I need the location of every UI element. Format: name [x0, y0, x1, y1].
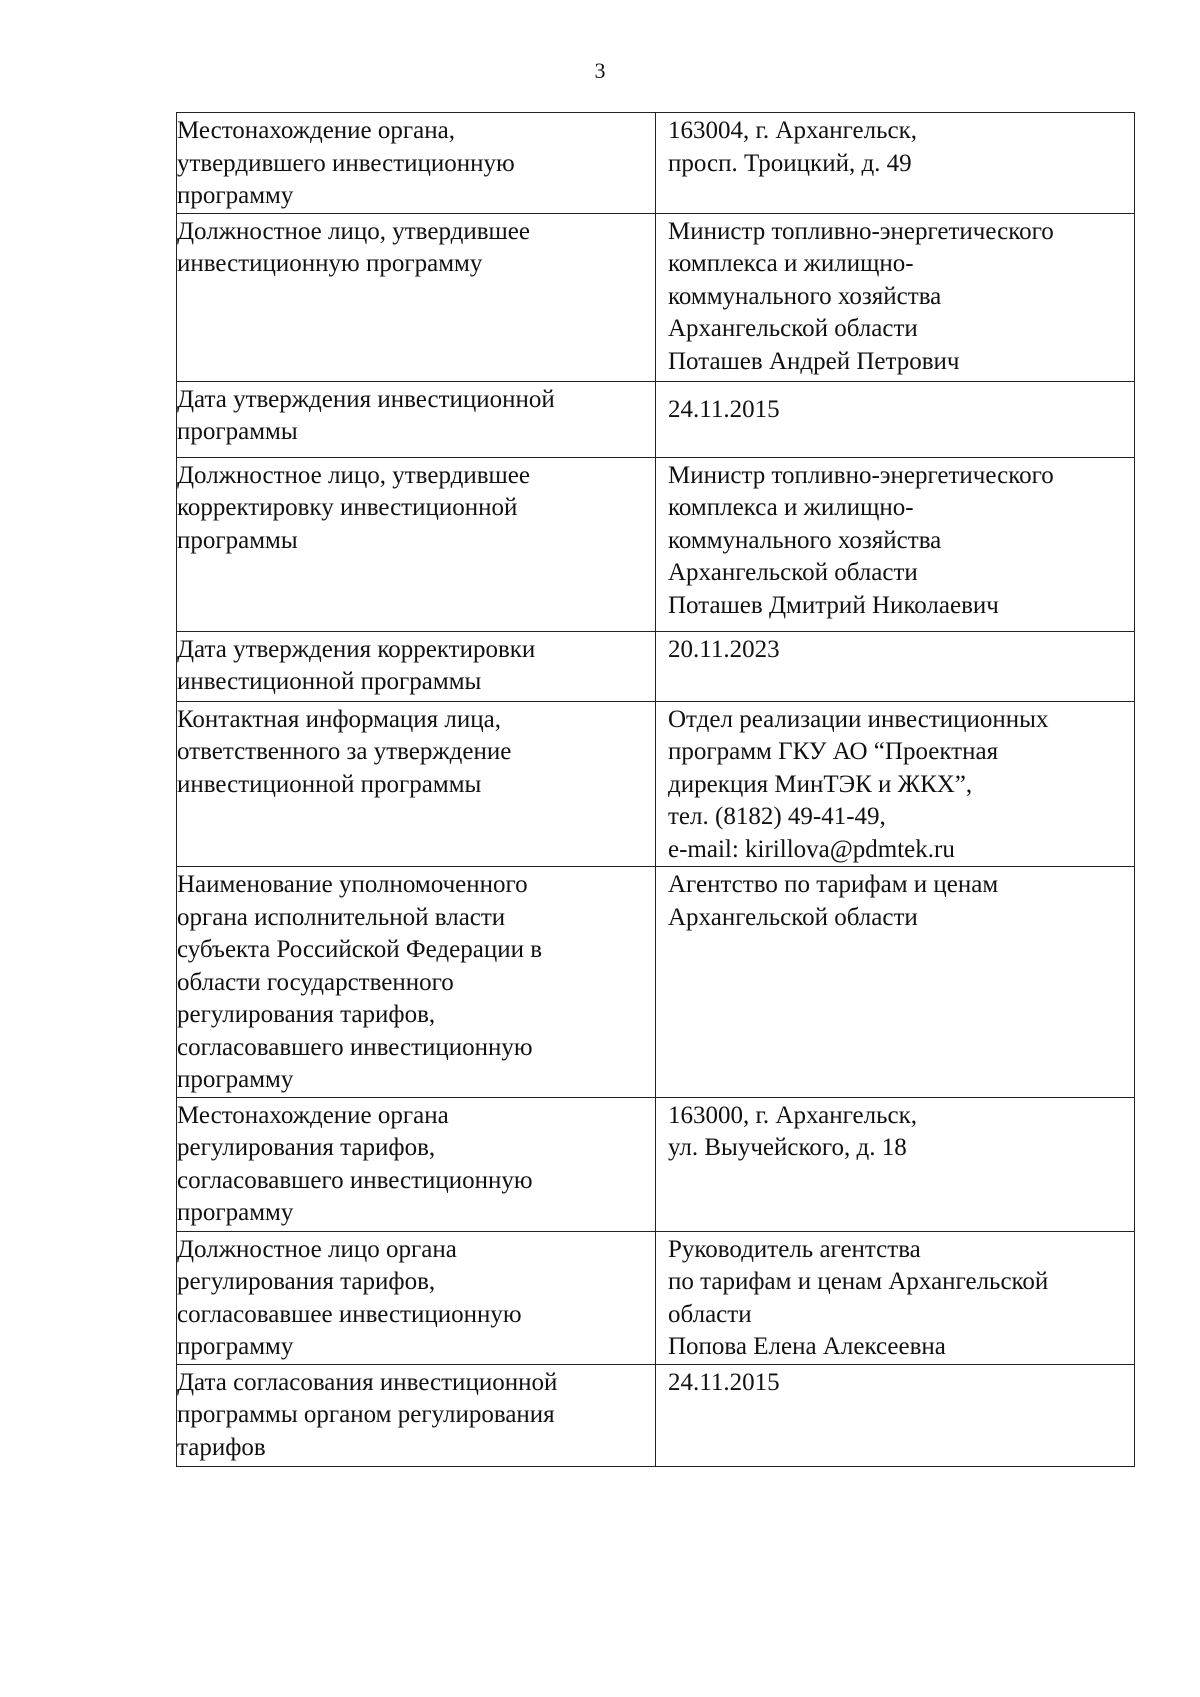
row-label: Местонахождение органа регулирования тарифов, согласовавшего инвестиционную программу — [177, 1097, 656, 1231]
row-label: Должностное лицо, утвердившее корректировку инвестиционной программы — [177, 457, 656, 631]
row-label: Контактная информация лица, ответственного за утверждение инвестиционной программы — [177, 701, 656, 867]
row-value: Руководитель агентства по тарифам и ценам Архангельской области Попова Елена Алексеевна — [656, 1231, 1135, 1364]
row-value: Министр топливно-энергетического комплекса и жилищно- коммунального хозяйства Архангельской области Поташев Дмитрий Николаевич — [656, 457, 1135, 631]
row-value: 24.11.2015 — [656, 381, 1135, 457]
row-label: Дата утверждения инвестиционной программы — [177, 381, 656, 457]
row-value: 163004, г. Архангельск, просп. Троицкий, д. 49 — [656, 113, 1135, 214]
table-row — [177, 701, 1135, 867]
table-row — [177, 1097, 1135, 1231]
table-row — [177, 867, 1135, 1098]
row-label: Дата согласования инвестиционной программы органом регулирования тарифов — [177, 1364, 656, 1466]
row-label: Наименование уполномоченного органа исполнительной власти субъекта Российской Федерации в области государственного регулирования тарифов, согласовавшего инвестиционную программу — [177, 867, 656, 1098]
table-row — [177, 1364, 1135, 1466]
row-label: Должностное лицо органа регулирования тарифов, согласовавшее инвестиционную программу — [177, 1231, 656, 1364]
row-value: 163000, г. Архангельск, ул. Выучейского, д. 18 — [656, 1097, 1135, 1231]
row-value: Отдел реализации инвестиционных программ ГКУ АО “Проектная дирекция МинТЭК и ЖКХ”, тел. (8182) 49-41-49, e-mail: kirillova@pdmtek.ru — [656, 701, 1135, 867]
table-row — [177, 457, 1135, 631]
table-row — [177, 381, 1135, 457]
row-label: Дата утверждения корректировки инвестиционной программы — [177, 631, 656, 701]
row-label: Должностное лицо, утвердившее инвестиционную программу — [177, 213, 656, 381]
row-value: Министр топливно-энергетического комплекса и жилищно- коммунального хозяйства Архангельской области Поташев Андрей Петрович — [656, 213, 1135, 381]
row-label: Местонахождение органа, утвердившего инвестиционную программу — [177, 113, 656, 214]
row-value: Агентство по тарифам и ценам Архангельской области — [656, 867, 1135, 1098]
page-number: 3 — [594, 58, 606, 83]
row-value: 20.11.2023 — [656, 631, 1135, 701]
table-row — [177, 113, 1135, 214]
table-row — [177, 1231, 1135, 1364]
table-row — [177, 213, 1135, 381]
table-row — [177, 631, 1135, 701]
row-value: 24.11.2015 — [656, 1364, 1135, 1466]
program-info-table — [176, 112, 1135, 1467]
